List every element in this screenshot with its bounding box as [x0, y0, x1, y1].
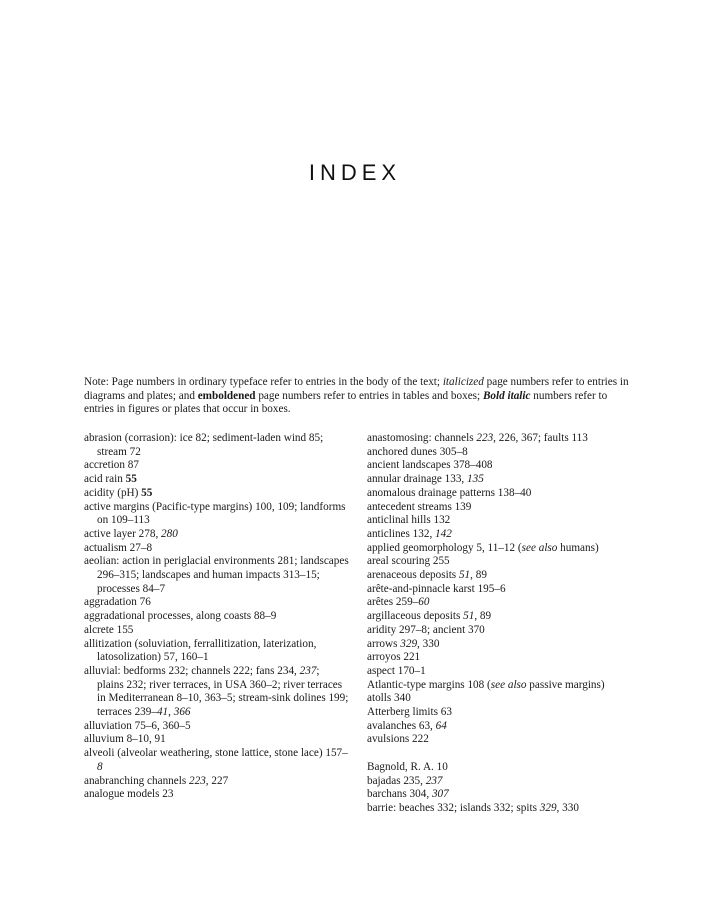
index-entry	[84, 624, 349, 638]
index-entry	[367, 569, 632, 583]
index-note	[84, 376, 630, 417]
page-ref-it: see also	[521, 541, 558, 554]
page-ref-it: 366	[173, 706, 191, 719]
page-ref-it: 64	[435, 719, 447, 732]
index-entry	[84, 747, 349, 774]
entry-text: page numbers refer to entries in diagrams and plates; and	[84, 376, 629, 402]
page-ref-it: 329	[539, 801, 557, 814]
page-ref-it: 223	[476, 432, 494, 444]
entry-text: Note: Page numbers in ordinary typeface refer to entries in the body of the text;	[84, 376, 443, 388]
index-entry	[367, 610, 632, 624]
entry-text: anticlinal hills 132	[367, 514, 451, 527]
entry-text: Atterberg limits 63	[367, 706, 452, 719]
index-column-right	[367, 432, 632, 816]
index-entry	[84, 788, 349, 802]
index-entry	[84, 665, 349, 720]
entry-text: anastomosing: channels	[367, 432, 477, 444]
index-entry	[84, 610, 349, 624]
entry-text: page numbers refer to entries in tables and boxes;	[255, 389, 483, 402]
entry-text: alluviation 75–6, 360–5	[84, 719, 191, 732]
page-ref-it: 237	[425, 774, 443, 787]
entry-text: bajadas 235,	[367, 774, 426, 787]
entry-text: ; plains 232; river terraces, in USA 360–2; river terraces in Mediterranean 8–10, 363–5; stream-sink dolines 199; terraces 239–	[97, 664, 349, 719]
index-entry	[367, 487, 632, 501]
index-entry	[84, 432, 349, 459]
page-ref-bd: 55	[125, 473, 137, 486]
index-entry	[84, 473, 349, 487]
entry-text: actualism 27–8	[84, 541, 153, 554]
entry-text: , 227	[205, 774, 229, 787]
index-entry	[367, 624, 632, 638]
index-entry	[367, 583, 632, 597]
index-entry	[367, 788, 632, 802]
entry-text: arrows	[367, 637, 401, 650]
index-entry	[367, 692, 632, 706]
entry-text: barchans 304,	[367, 788, 432, 801]
entry-text: barrie: beaches 332; islands 332; spits	[367, 801, 540, 814]
index-entry	[367, 802, 632, 816]
index-entry	[367, 720, 632, 734]
page-ref-it: 51	[463, 610, 475, 623]
index-entry	[367, 706, 632, 720]
page-ref-it: 51	[458, 569, 471, 582]
entry-text: anabranching channels	[84, 774, 189, 787]
index-entry	[84, 459, 349, 473]
page-title: INDEX	[308, 160, 402, 185]
entry-text: , 330	[417, 637, 440, 650]
page-ref-bi: Bold italic	[482, 389, 531, 402]
entry-text: acid rain	[84, 473, 126, 486]
entry-text: avulsions 222	[367, 733, 429, 746]
entry-text: arête-and-pinnacle karst 195–6	[367, 582, 506, 595]
entry-text: , 330	[556, 801, 579, 814]
entry-text: Atlantic-type margins 108 (	[367, 678, 491, 691]
page-ref-it: 41	[156, 706, 169, 719]
index-entry	[367, 665, 632, 679]
entry-text: active margins (Pacific-type margins) 100, 109; landforms on 109–113	[84, 500, 346, 527]
page-ref-bd: emboldened	[197, 389, 256, 402]
index-entry	[84, 501, 349, 528]
page-ref-it: 142	[435, 527, 452, 540]
entry-text: annular drainage 133,	[367, 473, 468, 486]
entry-text: , 226, 367; faults 113	[493, 432, 588, 444]
entry-text: applied geomorphology 5, 11–12 (	[367, 541, 522, 554]
entry-text: arêtes 259–	[367, 596, 419, 609]
entry-text: alluvial: bedforms 232; channels 222; fans 234,	[84, 664, 300, 677]
index-entry	[367, 775, 632, 789]
index-entry	[367, 596, 632, 610]
entry-text: anchored dunes 305–8	[367, 445, 468, 458]
entry-text: argillaceous deposits	[367, 610, 464, 623]
entry-text: antecedent streams 139	[367, 500, 472, 513]
entry-text: accretion 87	[84, 459, 139, 472]
entry-text: alveoli (alveolar weathering, stone lattice, stone lace) 157–	[84, 747, 348, 760]
page-ref-it: 135	[467, 473, 484, 486]
index-entry	[367, 501, 632, 515]
index-entry	[367, 459, 632, 473]
index-entry	[84, 775, 349, 789]
index-entry	[84, 487, 349, 501]
index-entry	[84, 720, 349, 734]
entry-text: aspect 170–1	[367, 664, 426, 677]
page-ref-it: 223	[189, 774, 206, 787]
page-ref-it: 307	[431, 788, 449, 801]
page-ref-it: 8	[97, 760, 103, 773]
index-entry	[367, 528, 632, 542]
entry-text: alluvium 8–10, 91	[84, 733, 166, 746]
entry-text: avalanches 63,	[367, 719, 436, 732]
entry-text: anticlines 132,	[367, 527, 436, 540]
entry-text: humans)	[557, 541, 599, 554]
entry-text: Bagnold, R. A. 10	[367, 760, 448, 773]
index-entry	[84, 638, 349, 665]
page-ref-it: italicized	[442, 376, 484, 388]
entry-text: , 89	[470, 569, 487, 582]
index-entry	[367, 679, 632, 693]
entry-text: analogue models 23	[84, 788, 174, 801]
entry-text: , 89	[474, 610, 492, 623]
entry-text: active layer 278,	[84, 527, 162, 540]
entry-text: areal scouring 255	[367, 555, 450, 568]
entry-text: alcrete 155	[84, 623, 134, 636]
index-entry	[367, 432, 632, 446]
index-entry	[367, 473, 632, 487]
index-column-left	[84, 432, 349, 802]
entry-text: acidity (pH)	[84, 486, 142, 499]
entry-text: aridity 297–8; ancient 370	[367, 623, 485, 636]
entry-text: arenaceous deposits	[367, 569, 459, 582]
entry-text: allitization (soluviation, ferrallitization, laterization, latosolization) 57, 160–1	[84, 637, 317, 664]
page-ref-it: 237	[299, 664, 317, 677]
page-ref-bd: 55	[141, 486, 153, 499]
entry-text: numbers refer to entries in figures or plates that occur in boxes.	[84, 389, 608, 416]
page-ref-it: 60	[418, 596, 430, 609]
index-entry	[367, 761, 632, 775]
page-ref-it: 280	[161, 527, 178, 540]
index-entry	[367, 651, 632, 665]
index-entry	[367, 542, 632, 556]
index-entry	[84, 528, 349, 542]
index-entry	[367, 446, 632, 460]
index-entry	[84, 542, 349, 556]
entry-text: anomalous drainage patterns 138–40	[367, 486, 532, 499]
index-entry	[84, 555, 349, 596]
index-entry	[367, 733, 632, 747]
entry-text: aggradation 76	[84, 596, 151, 609]
entry-text: arroyos 221	[367, 651, 421, 664]
entry-text: ancient landscapes 378–408	[367, 459, 493, 472]
index-entry	[367, 514, 632, 528]
index-entry	[84, 596, 349, 610]
entry-text: atolls 340	[367, 692, 411, 705]
section-gap	[367, 747, 632, 761]
entry-text: aggradational processes, along coasts 88–9	[84, 610, 277, 623]
page-ref-it: see also	[490, 678, 527, 691]
entry-text: ,	[168, 706, 174, 719]
entry-text: aeolian: action in periglacial environments 281; landscapes 296–315; landscapes and human impacts 313–15; processes 84–7	[84, 555, 349, 595]
entry-text: abrasion (corrasion): ice 82; sediment-laden wind 85; stream 72	[84, 432, 324, 458]
index-entry	[367, 555, 632, 569]
index-entry	[367, 638, 632, 652]
index-entry	[84, 733, 349, 747]
page-ref-it: 329	[400, 637, 418, 650]
entry-text: passive margins)	[526, 678, 605, 691]
